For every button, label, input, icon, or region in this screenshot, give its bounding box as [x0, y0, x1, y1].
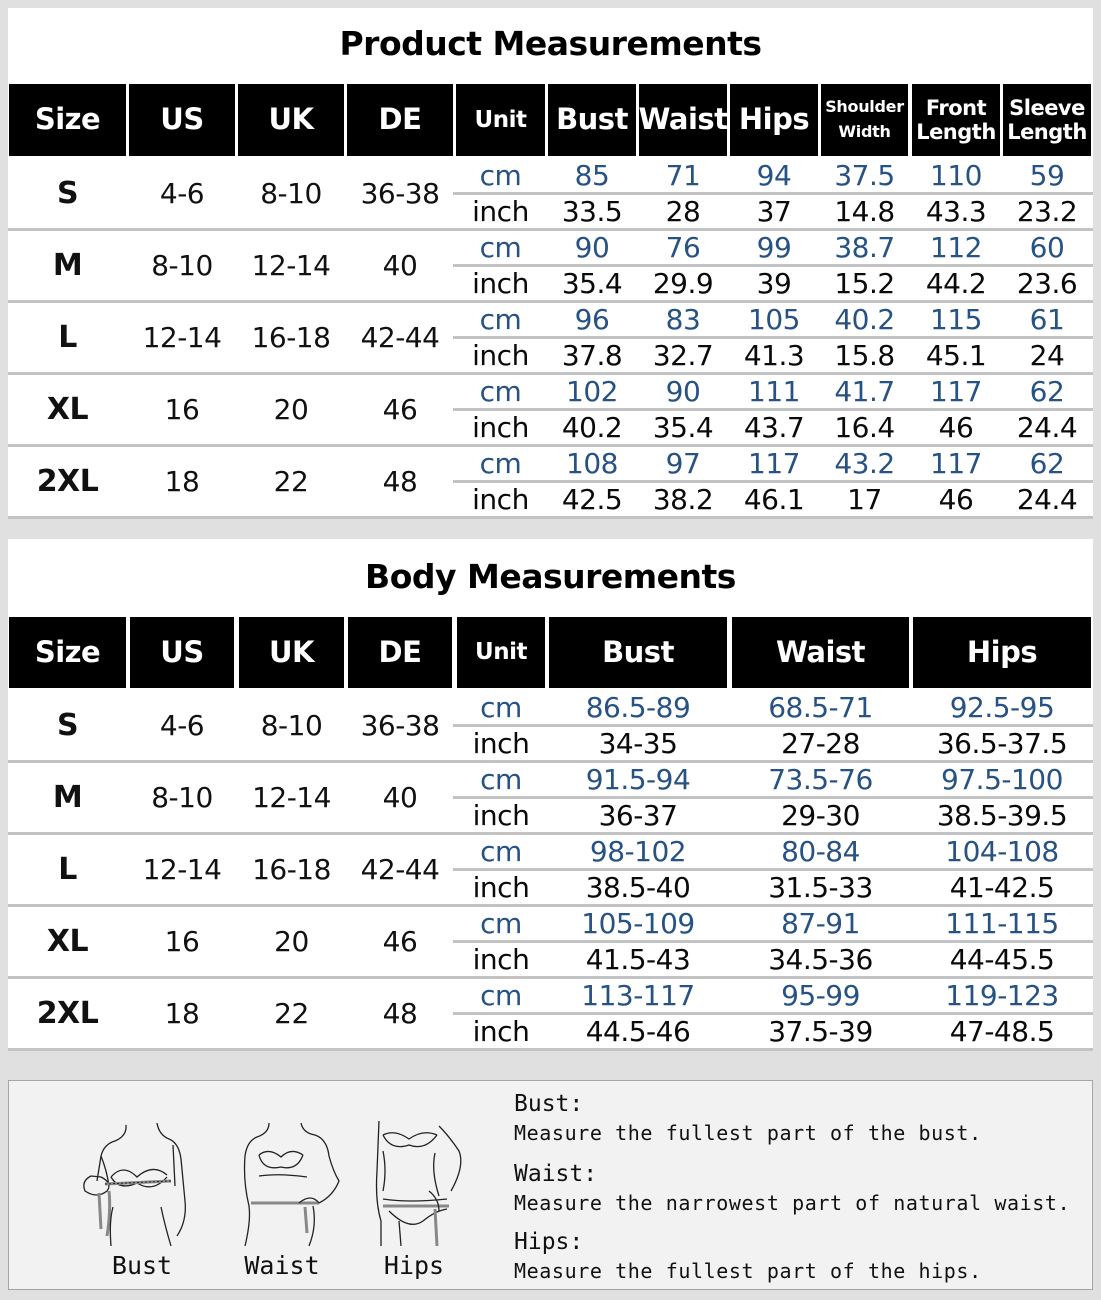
header-us: US — [129, 84, 235, 156]
inch-bust-cell: 34-35 — [598, 726, 678, 760]
inch-unit-cell: inch — [472, 1014, 530, 1048]
inch-waist-cell: 31.5-33 — [768, 870, 873, 904]
figure-label-hips: Hips — [383, 1251, 445, 1280]
cm-hips-cell: 111 — [748, 374, 800, 408]
inch-hips-cell: 47-48.5 — [949, 1014, 1055, 1048]
header-hips: Hips — [730, 84, 818, 156]
size-uk-cell: 8-10 — [260, 176, 322, 210]
cm-hips-cell: 119-123 — [945, 978, 1059, 1012]
size-size-cell: S — [56, 175, 79, 211]
cm-sleeve-cell: 61 — [1029, 302, 1065, 336]
cm-bust-cell: 85 — [574, 158, 610, 192]
cm-unit-cell: cm — [480, 690, 522, 724]
size-de-cell: 42-44 — [360, 320, 440, 354]
inch-bust-cell: 41.5-43 — [585, 942, 691, 976]
size-size-cell: M — [52, 779, 83, 815]
instruction-heading: Bust: — [514, 1091, 584, 1117]
bust-measure-illustration-icon — [71, 1111, 211, 1251]
inch-bust-cell: 44.5-46 — [585, 1014, 691, 1048]
cm-unit-cell: cm — [479, 302, 522, 336]
size-us-cell: 4-6 — [159, 176, 205, 210]
inch-hips-cell: 36.5-37.5 — [936, 726, 1068, 760]
inch-waist-cell: 29-30 — [781, 798, 860, 832]
size-uk-cell: 20 — [274, 924, 309, 958]
cm-hips-cell: 104-108 — [945, 834, 1059, 868]
instruction-hips — [514, 1229, 982, 1283]
size-us-cell: 8-10 — [151, 780, 213, 814]
size-size-cell: L — [58, 319, 77, 355]
size-us-cell: 16 — [164, 392, 200, 426]
size-uk-cell: 12-14 — [252, 780, 331, 814]
size-size-cell: S — [56, 707, 79, 743]
size-size-cell: M — [52, 247, 83, 283]
size-us-cell: 4-6 — [159, 708, 205, 742]
instruction-waist — [514, 1161, 1070, 1215]
cm-unit-cell: cm — [479, 446, 522, 480]
cm-waist-cell: 68.5-71 — [768, 690, 873, 724]
inch-waist-cell: 27-28 — [781, 726, 860, 760]
cm-sleeve-cell: 62 — [1029, 374, 1065, 408]
cm-unit-cell: cm — [479, 158, 522, 192]
header-label: Shoulder — [825, 97, 904, 117]
row-divider-line — [8, 1048, 1093, 1051]
inch-unit-cell: inch — [472, 726, 530, 760]
cm-sleeve-cell: 59 — [1029, 158, 1065, 192]
unit-divider-line — [453, 796, 1093, 799]
cm-bust-cell: 105-109 — [581, 906, 695, 940]
cm-unit-cell: cm — [480, 834, 522, 868]
inch-hips-cell: 39 — [756, 266, 792, 300]
inch-bust-cell: 37.8 — [561, 338, 623, 372]
header-uk: UK — [238, 84, 344, 156]
cm-shoulder-cell: 40.2 — [834, 302, 895, 336]
inch-hips-cell: 43.7 — [743, 410, 805, 444]
product-measurements-title: Product Measurements — [339, 24, 762, 63]
unit-divider-line — [453, 408, 1093, 411]
size-size-cell: L — [58, 851, 77, 887]
cm-bust-cell: 98-102 — [589, 834, 687, 868]
cm-unit-cell: cm — [479, 230, 522, 264]
inch-shoulder-cell: 15.8 — [834, 338, 895, 372]
inch-shoulder-cell: 17 — [847, 482, 882, 516]
unit-divider-line — [453, 1012, 1093, 1015]
size-de-cell: 48 — [382, 464, 418, 498]
header-waist: Waist — [639, 84, 727, 156]
cm-bust-cell: 108 — [566, 446, 618, 480]
inch-hips-cell: 46.1 — [743, 482, 805, 516]
header-de: DE — [347, 84, 453, 156]
cm-hips-cell: 111-115 — [945, 906, 1059, 940]
inch-unit-cell: inch — [472, 798, 530, 832]
cm-waist-cell: 71 — [665, 158, 701, 192]
header-bust: Bust — [549, 617, 727, 688]
inch-unit-cell: inch — [472, 870, 530, 904]
unit-divider-line — [453, 724, 1093, 727]
inch-sleeve-cell: 24.4 — [1016, 482, 1078, 516]
unit-divider-line — [453, 940, 1093, 943]
inch-unit-cell: inch — [472, 338, 529, 372]
size-size-cell: XL — [46, 391, 89, 427]
inch-shoulder-cell: 15.2 — [834, 266, 895, 300]
inch-sleeve-cell: 24 — [1029, 338, 1065, 372]
body-measurements-title: Body Measurements — [365, 557, 736, 596]
inch-unit-cell: inch — [472, 410, 529, 444]
header-us: US — [130, 617, 234, 688]
unit-divider-line — [453, 264, 1093, 267]
figure-label-waist: Waist — [244, 1251, 320, 1280]
cm-bust-cell: 96 — [574, 302, 610, 336]
header-label: Length — [916, 120, 996, 144]
size-de-cell: 36-38 — [360, 176, 440, 210]
instruction-bust — [514, 1091, 982, 1145]
inch-sleeve-cell: 23.2 — [1016, 194, 1078, 228]
inch-waist-cell: 34.5-36 — [768, 942, 873, 976]
inch-bust-cell: 33.5 — [561, 194, 623, 228]
figure-label-bust: Bust — [111, 1251, 173, 1280]
instruction-text: Measure the narrowest part of natural waist. — [514, 1191, 1071, 1215]
size-uk-cell: 12-14 — [251, 248, 331, 282]
header-front-length — [912, 84, 1000, 156]
size-uk-cell: 22 — [274, 996, 309, 1030]
size-us-cell: 12-14 — [142, 320, 222, 354]
cm-hips-cell: 117 — [748, 446, 800, 480]
inch-hips-cell: 37 — [756, 194, 792, 228]
size-de-cell: 42-44 — [360, 852, 440, 886]
hips-measure-illustration-icon — [369, 1111, 479, 1251]
header-unit: Unit — [457, 617, 545, 688]
header-size: Size — [9, 617, 126, 688]
header-label: Length — [1007, 120, 1087, 144]
inch-front-cell: 43.3 — [925, 194, 987, 228]
cm-bust-cell: 102 — [566, 374, 618, 408]
cm-front-cell: 117 — [930, 374, 982, 408]
inch-waist-cell: 37.5-39 — [768, 1014, 873, 1048]
size-us-cell: 12-14 — [142, 852, 222, 886]
cm-shoulder-cell: 37.5 — [834, 158, 895, 192]
product-measurements-panel — [8, 8, 1093, 518]
cm-sleeve-cell: 62 — [1029, 446, 1065, 480]
instruction-heading: Waist: — [514, 1161, 598, 1187]
waist-measure-illustration-icon — [229, 1111, 349, 1251]
inch-unit-cell: inch — [472, 194, 529, 228]
inch-hips-cell: 44-45.5 — [949, 942, 1055, 976]
header-sleeve-length — [1003, 84, 1091, 156]
cm-hips-cell: 105 — [748, 302, 800, 336]
header-uk: UK — [239, 617, 344, 688]
size-de-cell: 40 — [382, 248, 418, 282]
inch-bust-cell: 36-37 — [598, 798, 678, 832]
cm-waist-cell: 76 — [665, 230, 701, 264]
inch-sleeve-cell: 24.4 — [1016, 410, 1078, 444]
inch-shoulder-cell: 16.4 — [834, 410, 895, 444]
inch-waist-cell: 29.9 — [652, 266, 714, 300]
instruction-text: Measure the fullest part of the hips. — [514, 1259, 982, 1283]
header-waist: Waist — [732, 617, 909, 688]
cm-waist-cell: 87-91 — [781, 906, 860, 940]
size-size-cell: 2XL — [36, 995, 99, 1031]
how-to-measure-panel — [8, 1080, 1093, 1290]
size-us-cell: 18 — [164, 464, 200, 498]
size-size-cell: 2XL — [36, 463, 99, 499]
cm-hips-cell: 99 — [756, 230, 792, 264]
size-us-cell: 18 — [164, 996, 200, 1030]
cm-sleeve-cell: 60 — [1029, 230, 1065, 264]
unit-divider-line — [453, 480, 1093, 483]
inch-hips-cell: 41-42.5 — [949, 870, 1055, 904]
inch-waist-cell: 32.7 — [652, 338, 714, 372]
cm-shoulder-cell: 41.7 — [834, 374, 895, 408]
size-size-cell: XL — [46, 923, 89, 959]
inch-front-cell: 44.2 — [925, 266, 987, 300]
inch-unit-cell: inch — [472, 266, 529, 300]
size-uk-cell: 16-18 — [251, 320, 331, 354]
cm-waist-cell: 95-99 — [781, 978, 860, 1012]
unit-divider-line — [453, 868, 1093, 871]
body-measurements-panel — [8, 539, 1093, 1049]
cm-unit-cell: cm — [479, 374, 522, 408]
inch-unit-cell: inch — [472, 482, 529, 516]
header-label: Front — [925, 95, 987, 120]
inch-front-cell: 46 — [938, 410, 974, 444]
inch-shoulder-cell: 14.8 — [834, 194, 895, 228]
cm-bust-cell: 90 — [574, 230, 610, 264]
header-hips: Hips — [913, 617, 1091, 688]
inch-bust-cell: 42.5 — [561, 482, 623, 516]
header-label: Sleeve — [1009, 95, 1085, 120]
inch-unit-cell: inch — [472, 942, 530, 976]
cm-unit-cell: cm — [480, 762, 522, 796]
cm-waist-cell: 80-84 — [781, 834, 860, 868]
cm-unit-cell: cm — [480, 978, 522, 1012]
cm-hips-cell: 92.5-95 — [949, 690, 1055, 724]
size-de-cell: 36-38 — [360, 708, 440, 742]
inch-front-cell: 45.1 — [925, 338, 987, 372]
size-uk-cell: 22 — [273, 464, 309, 498]
instruction-heading: Hips: — [514, 1229, 584, 1255]
cm-waist-cell: 73.5-76 — [768, 762, 873, 796]
size-de-cell: 40 — [382, 780, 418, 814]
inch-sleeve-cell: 23.6 — [1016, 266, 1078, 300]
cm-front-cell: 112 — [930, 230, 982, 264]
cm-shoulder-cell: 43.2 — [834, 446, 895, 480]
size-us-cell: 16 — [164, 924, 200, 958]
header-label: Width — [838, 122, 891, 141]
cm-front-cell: 117 — [930, 446, 982, 480]
row-divider-line — [8, 516, 1093, 519]
header-shoulder-width — [821, 84, 908, 156]
inch-waist-cell: 38.2 — [652, 482, 714, 516]
inch-front-cell: 46 — [938, 482, 974, 516]
cm-hips-cell: 97.5-100 — [941, 762, 1063, 796]
size-uk-cell: 8-10 — [260, 708, 323, 742]
cm-shoulder-cell: 38.7 — [834, 230, 895, 264]
unit-divider-line — [453, 336, 1093, 339]
size-de-cell: 48 — [382, 996, 418, 1030]
cm-waist-cell: 83 — [665, 302, 701, 336]
unit-divider-line — [453, 192, 1093, 195]
size-de-cell: 46 — [382, 924, 418, 958]
cm-bust-cell: 113-117 — [581, 978, 695, 1012]
cm-front-cell: 115 — [930, 302, 982, 336]
inch-bust-cell: 40.2 — [561, 410, 623, 444]
instruction-text: Measure the fullest part of the bust. — [514, 1121, 982, 1145]
inch-waist-cell: 28 — [665, 194, 701, 228]
header-bust: Bust — [548, 84, 636, 156]
header-size: Size — [9, 84, 126, 156]
size-de-cell: 46 — [382, 392, 418, 426]
header-unit: Unit — [456, 84, 545, 156]
inch-waist-cell: 35.4 — [652, 410, 714, 444]
cm-bust-cell: 86.5-89 — [585, 690, 691, 724]
size-us-cell: 8-10 — [151, 248, 213, 282]
cm-bust-cell: 91.5-94 — [585, 762, 691, 796]
size-uk-cell: 20 — [273, 392, 309, 426]
size-uk-cell: 16-18 — [252, 852, 331, 886]
cm-front-cell: 110 — [930, 158, 982, 192]
cm-hips-cell: 94 — [756, 158, 792, 192]
cm-unit-cell: cm — [480, 906, 522, 940]
cm-waist-cell: 90 — [665, 374, 701, 408]
inch-hips-cell: 38.5-39.5 — [936, 798, 1068, 832]
cm-waist-cell: 97 — [665, 446, 701, 480]
inch-bust-cell: 38.5-40 — [585, 870, 691, 904]
inch-bust-cell: 35.4 — [561, 266, 623, 300]
inch-hips-cell: 41.3 — [743, 338, 805, 372]
header-de: DE — [348, 617, 452, 688]
